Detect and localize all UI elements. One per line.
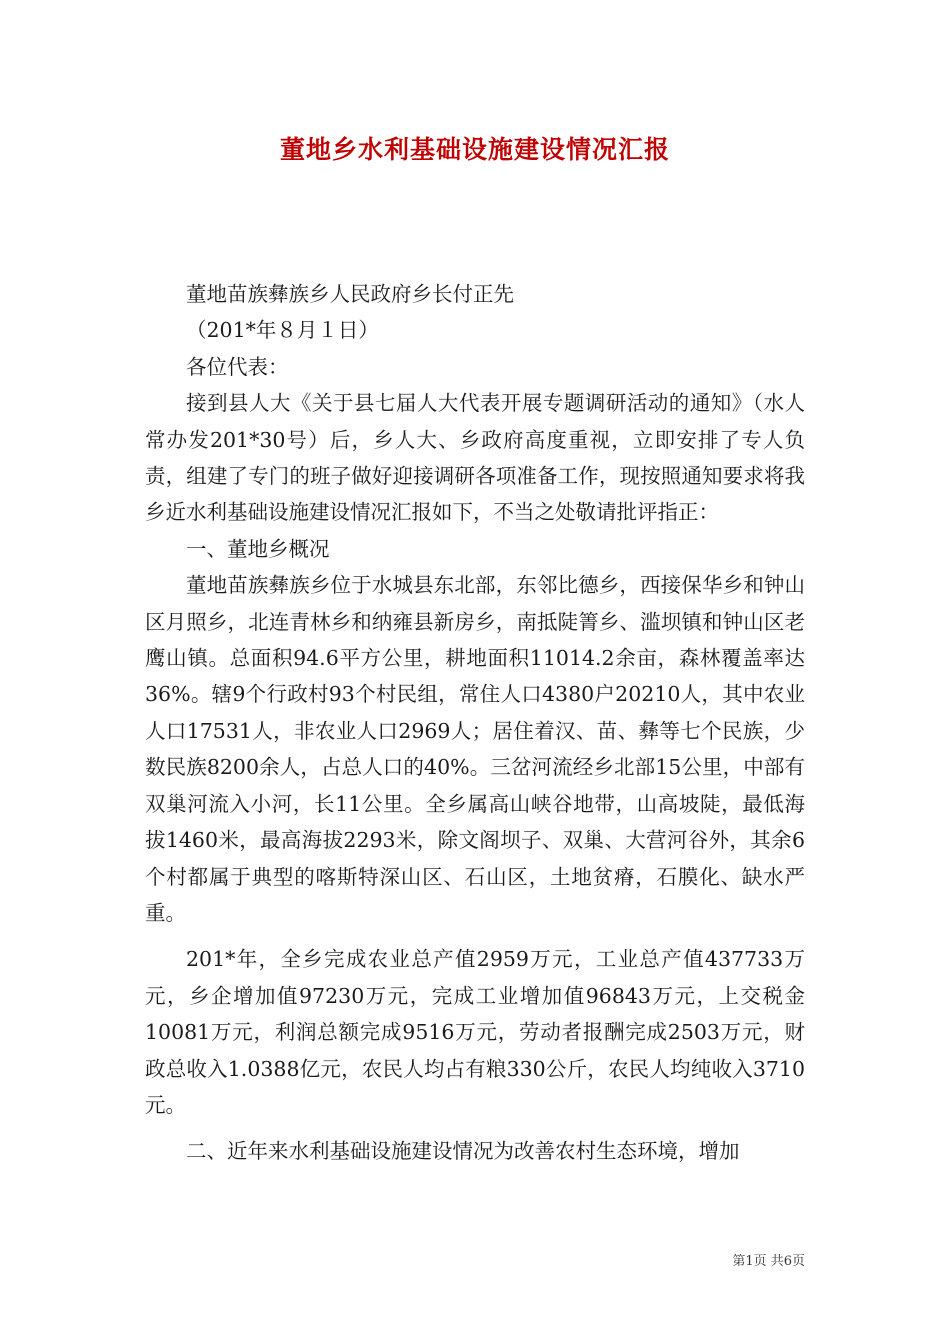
intro-paragraph: 接到县人大《关于县七届人大代表开展专题调研活动的通知》（水人常办发201*30号）后，乡人大、乡政府高度重视，立即安排了专人负责，组建了专门的班子做好迎接调研各项准备工作，现按照通知要求将我乡近水利基础设施建设情况汇报如下，不当之处敬请批评指正： bbox=[145, 391, 805, 525]
page-number: 第1页 共6页 bbox=[732, 1254, 805, 1269]
author-line: 董地苗族彝族乡人民政府乡长付正先 bbox=[186, 282, 514, 306]
document-body bbox=[145, 276, 805, 1170]
economy-paragraph: 201*年，全乡完成农业总产值2959万元，工业总产值437733万元，乡企增加值97230万元，完成工业增加值96843万元，上交税金10081万元，利润总额完成9516万元，劳动者报酬完成2503万元，财政总收入1.0388亿元，农民人均占有粮330公斤，农民人均纯收入3710元。 bbox=[145, 947, 805, 1117]
section-heading-infrastructure: 二、近年来水利基础设施建设情况为改善农村生态环境，增加 bbox=[186, 1139, 740, 1164]
salutation: 各位代表： bbox=[186, 354, 289, 379]
document-title: 董地乡水利基础设施建设情况汇报 bbox=[279, 135, 670, 164]
overview-paragraph: 董地苗族彝族乡位于水城县东北部，东邻比德乡，西接保华乡和钟山区月照乡，北连青林乡和纳雍县新房乡，南抵陡箐乡、滥坝镇和钟山区老鹰山镇。总面积94.6平方公里，耕地面积11014.2余亩，森林覆盖率达36%。辖9个行政村93个村民组，常住人口4380户20210人，其中农业人口17531人，非农业人口2969人；居住着汉、苗、彝等七个民族，少数民族8200余人，占总人口的40%。三岔河流经乡北部15公里，中部有双巢河流入小河，长11公里。全乡属高山峡谷地带，山高坡陡，最低海拔1460米，最高海拔2293米，除文阁坝子、双巢、大营河谷外，其余6个村都属于典型的喀斯特深山区、石山区，土地贫瘠，石膜化、缺水严重。 bbox=[145, 573, 805, 925]
section-heading-overview: 一、董地乡概况 bbox=[186, 536, 330, 561]
date-line: （201*年８月１日） bbox=[186, 318, 379, 343]
